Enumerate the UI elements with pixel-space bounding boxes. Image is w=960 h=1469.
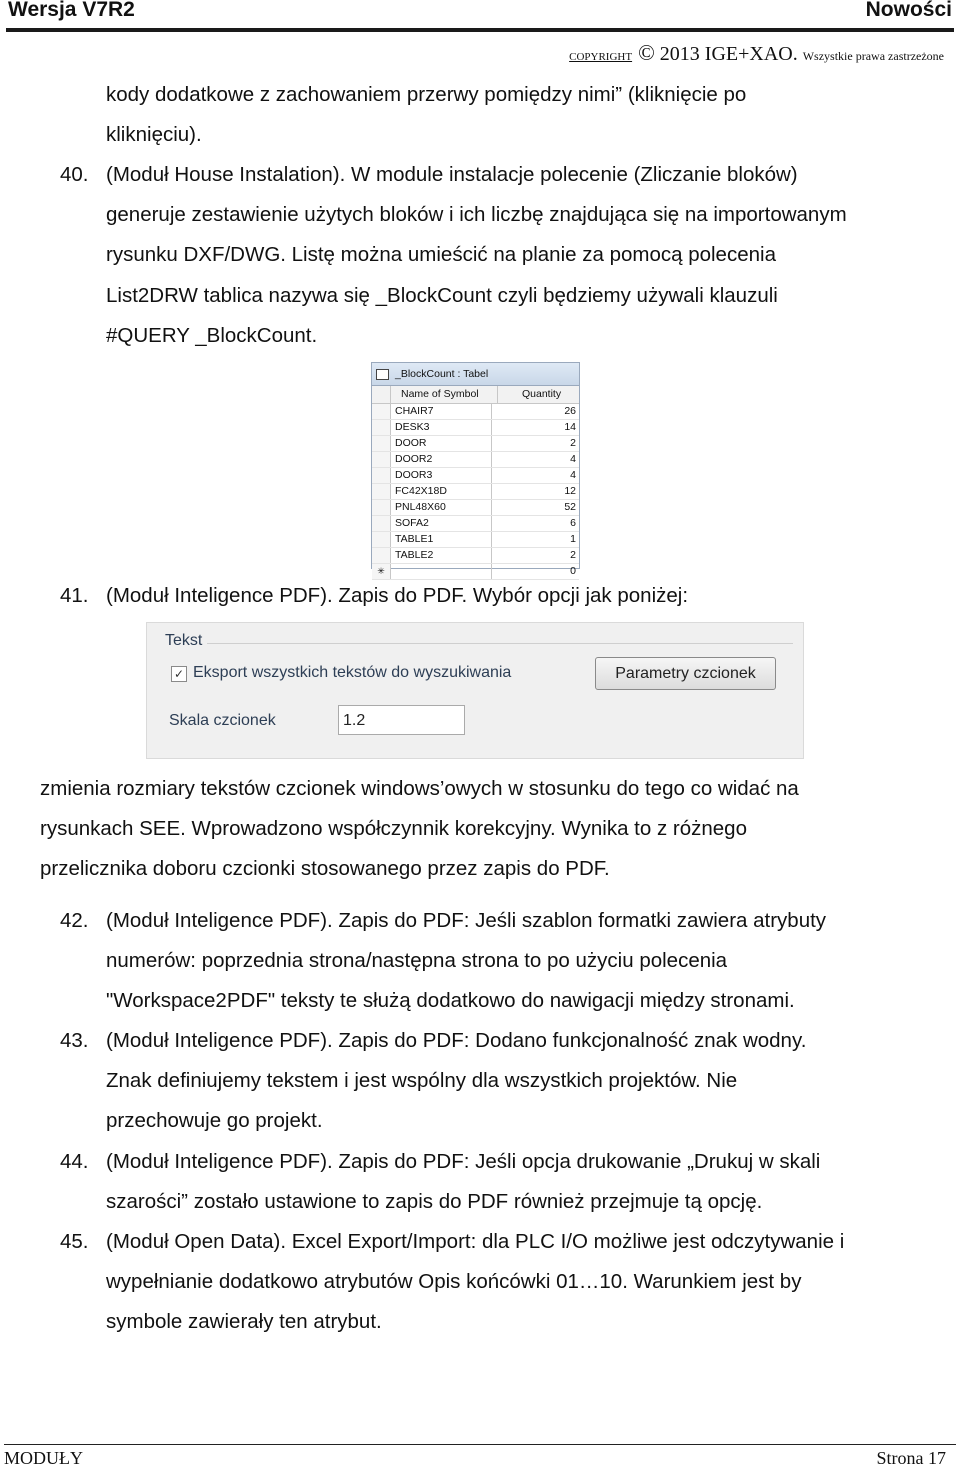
- copyright-line: [569, 40, 944, 66]
- row-selector[interactable]: [372, 500, 391, 515]
- item-42-line-3: "Workspace2PDF" teksty te służą dodatkowo do nawigacji między stronami.: [106, 989, 795, 1012]
- table-header: [372, 386, 579, 404]
- item-41-line: (Moduł Inteligence PDF). Zapis do PDF. Wybór opcji jak poniżej:: [106, 584, 689, 607]
- group-divider: [207, 643, 793, 644]
- item-42-number: 42.: [60, 909, 89, 932]
- footer-section: MODUŁY: [4, 1448, 83, 1468]
- table-new-row[interactable]: [372, 564, 579, 580]
- row-selector[interactable]: [372, 484, 391, 499]
- row-selector[interactable]: [372, 548, 391, 563]
- row-selector[interactable]: [372, 468, 391, 483]
- after-dialog-line-2: rysunkach SEE. Wprowadzono współczynnik korekcyjny. Wynika to z różnego: [40, 817, 747, 840]
- copyright-tail: Wszystkie prawa zastrzeżone: [802, 49, 944, 63]
- table-title: _BlockCount : Tabel: [395, 368, 489, 380]
- row-selector[interactable]: [372, 452, 391, 467]
- cell-name[interactable]: DESK3: [391, 420, 492, 435]
- font-scale-label: Skala czcionek: [169, 712, 276, 729]
- table-row[interactable]: [372, 484, 579, 500]
- cell-quantity[interactable]: 1: [570, 533, 576, 545]
- cell-name[interactable]: FC42X18D: [391, 484, 492, 499]
- copyright-word: COPYRIGHT: [569, 51, 633, 63]
- cell-quantity[interactable]: 26: [564, 405, 576, 417]
- header-section: Nowości: [865, 0, 952, 21]
- export-texts-checkbox[interactable]: ✓: [171, 666, 187, 682]
- header-version: Wersja V7R2: [8, 0, 135, 21]
- row-selector[interactable]: [372, 516, 391, 531]
- item-42-line-1: (Moduł Inteligence PDF). Zapis do PDF: Jeśli szablon formatki zawiera atrybuty: [106, 909, 827, 932]
- item-40-line-5: #QUERY _BlockCount.: [106, 324, 318, 347]
- item-40-line-4: List2DRW tablica nazywa się _BlockCount czyli będziemy używali klauzuli: [106, 284, 778, 307]
- after-dialog-line-3: przelicznika doboru czcionki stosowanego przez zapis do PDF.: [40, 857, 610, 880]
- row-selector[interactable]: [372, 436, 391, 451]
- item-45-line-3: symbole zawierały ten atrybut.: [106, 1310, 382, 1333]
- cell-quantity[interactable]: 14: [564, 421, 576, 433]
- row-selector[interactable]: [372, 420, 391, 435]
- item-43-line-1: (Moduł Inteligence PDF). Zapis do PDF: Dodano funkcjonalność znak wodny.: [106, 1029, 807, 1052]
- header-rule: [6, 28, 954, 32]
- table-row[interactable]: [372, 420, 579, 436]
- p39-line-2: kliknięciu).: [106, 123, 202, 146]
- font-parameters-button[interactable]: Parametry czcionek: [595, 657, 776, 690]
- item-43-line-3: przechowuje go projekt.: [106, 1109, 323, 1132]
- column-name-header[interactable]: Name of Symbol: [391, 386, 498, 403]
- item-40-number: 40.: [60, 163, 89, 186]
- item-45-line-2: wypełnianie dodatkowo atrybutów Opis końcówki 01…10. Warunkiem jest by: [106, 1270, 802, 1293]
- row-selector[interactable]: [372, 404, 391, 419]
- cell-name[interactable]: [391, 564, 492, 579]
- cell-quantity[interactable]: 4: [570, 453, 576, 465]
- cell-quantity[interactable]: 4: [570, 469, 576, 481]
- item-45-line-1: (Moduł Open Data). Excel Export/Import: dla PLC I/O możliwe jest odczytywanie i: [106, 1230, 845, 1253]
- font-scale-input[interactable]: 1.2: [338, 705, 465, 735]
- cell-name[interactable]: DOOR2: [391, 452, 492, 467]
- export-texts-label[interactable]: Eksport wszystkich tekstów do wyszukiwania: [193, 664, 512, 681]
- cell-quantity[interactable]: 2: [570, 549, 576, 561]
- cell-name[interactable]: PNL48X60: [391, 500, 492, 515]
- cell-quantity[interactable]: 0: [570, 565, 576, 577]
- item-40-line-3: rysunku DXF/DWG. Listę można umieścić na planie za pomocą polecenia: [106, 243, 776, 266]
- item-40-line-1: (Moduł House Instalation). W module instalacje polecenie (Zliczanie bloków): [106, 163, 798, 186]
- table-title-bar: [372, 363, 579, 386]
- item-44-line-1: (Moduł Inteligence PDF). Zapis do PDF: Jeśli opcja drukowanie „Drukuj w skali: [106, 1150, 821, 1173]
- column-quantity-header[interactable]: Quantity: [522, 388, 562, 400]
- table-row[interactable]: [372, 500, 579, 516]
- page-number: Strona 17: [876, 1448, 946, 1468]
- copyright-main: 2013 IGE+XAO.: [659, 43, 798, 65]
- item-42-line-2: numerów: poprzednia strona/następna strona to po użyciu polecenia: [106, 949, 728, 972]
- cell-name[interactable]: SOFA2: [391, 516, 492, 531]
- cell-quantity[interactable]: 2: [570, 437, 576, 449]
- item-43-line-2: Znak definiujemy tekstem i jest wspólny dla wszystkich projektów. Nie: [106, 1069, 738, 1092]
- item-43-number: 43.: [60, 1029, 89, 1052]
- new-row-marker-icon: ✳: [372, 564, 391, 579]
- after-dialog-line-1: zmienia rozmiary tekstów czcionek windows’owych w stosunku do tego co widać na: [40, 777, 799, 800]
- row-selector[interactable]: [372, 532, 391, 547]
- table-row[interactable]: [372, 516, 579, 532]
- table-row[interactable]: [372, 452, 579, 468]
- row-selector-header: [372, 386, 391, 403]
- cell-name[interactable]: DOOR3: [391, 468, 492, 483]
- table-row[interactable]: [372, 532, 579, 548]
- cell-name[interactable]: TABLE1: [391, 532, 492, 547]
- item-44-line-2: szarości” zostało ustawione to zapis do PDF również przejmuje tą opcję.: [106, 1190, 763, 1213]
- cell-name[interactable]: CHAIR7: [391, 404, 492, 419]
- table-row[interactable]: [372, 404, 579, 420]
- table-icon: [376, 369, 389, 380]
- blockcount-table-window: [371, 362, 580, 577]
- table-row[interactable]: [372, 468, 579, 484]
- pdf-text-options-dialog: [146, 622, 804, 759]
- cell-name[interactable]: TABLE2: [391, 548, 492, 563]
- p39-line-1: kody dodatkowe z zachowaniem przerwy pomiędzy nimi” (kliknięcie po: [106, 83, 747, 106]
- item-44-number: 44.: [60, 1150, 89, 1173]
- item-41-number: 41.: [60, 584, 89, 607]
- footer-rule: [4, 1444, 956, 1445]
- cell-name[interactable]: DOOR: [391, 436, 492, 451]
- group-label: Tekst: [165, 632, 203, 649]
- cell-quantity[interactable]: 12: [564, 485, 576, 497]
- copyright-symbol: ©: [638, 40, 655, 65]
- cell-quantity[interactable]: 52: [564, 501, 576, 513]
- cell-quantity[interactable]: 6: [570, 517, 576, 529]
- table-row[interactable]: [372, 548, 579, 564]
- table-row[interactable]: [372, 436, 579, 452]
- item-40-line-2: generuje zestawienie użytych bloków i ich liczbę znajdująca się na importowanym: [106, 203, 847, 226]
- item-45-number: 45.: [60, 1230, 89, 1253]
